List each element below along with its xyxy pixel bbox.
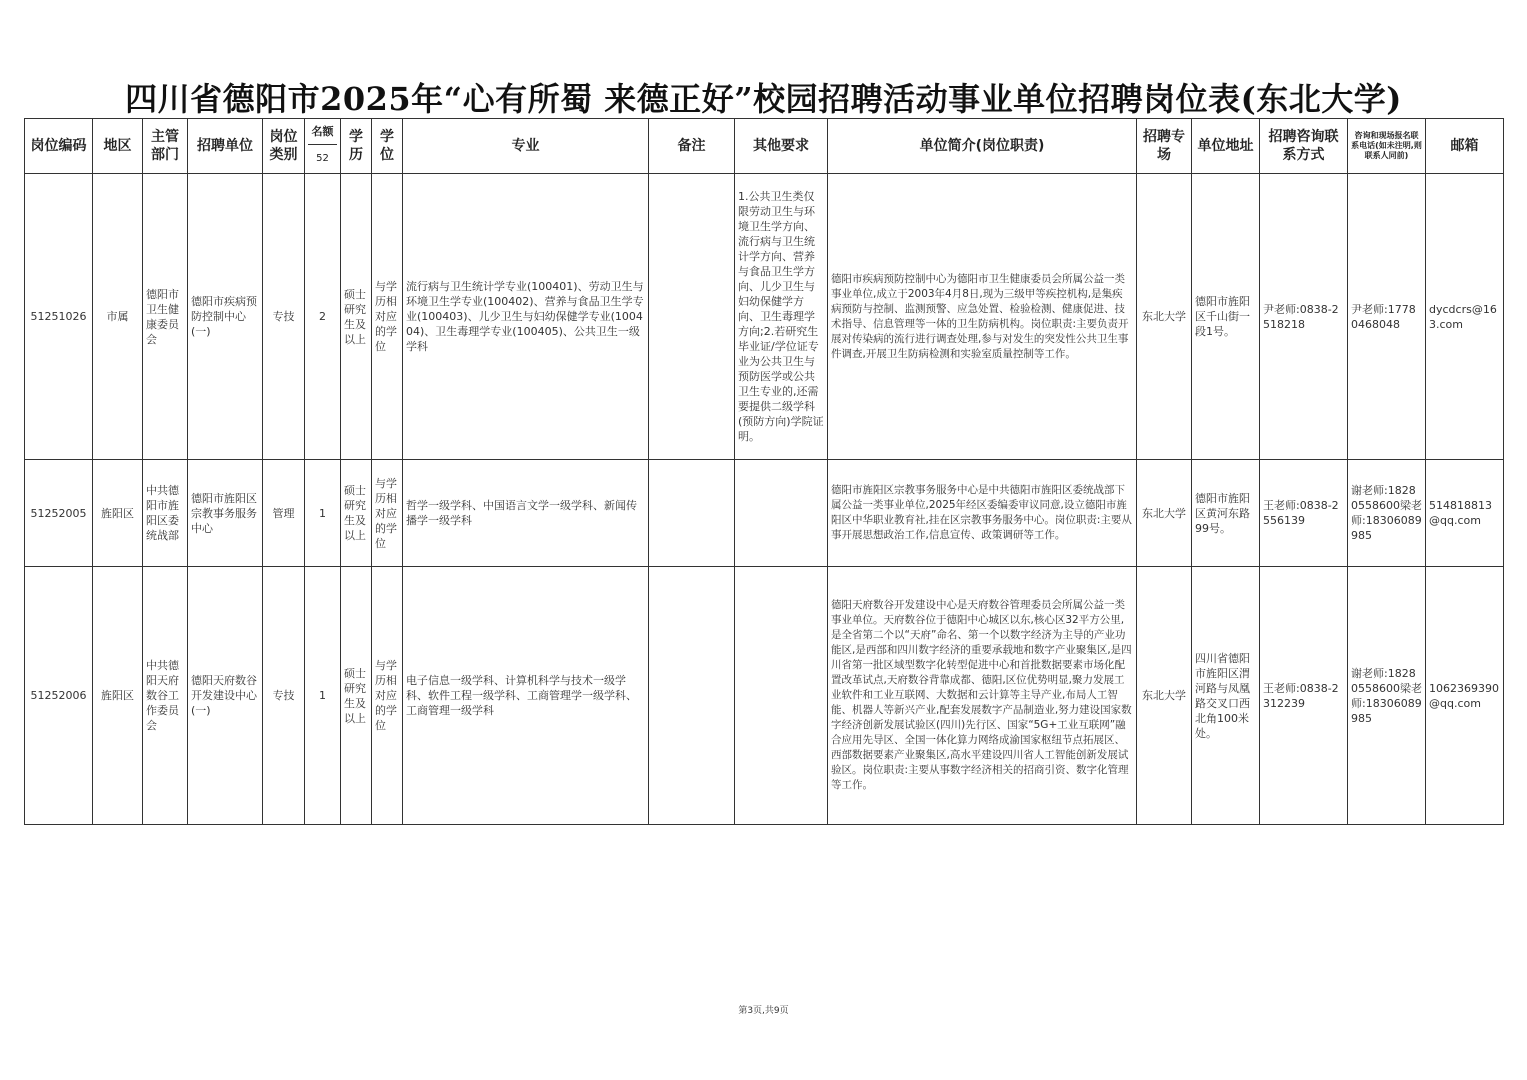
header-address: 单位地址	[1192, 119, 1260, 174]
header-quota-label: 名额	[308, 120, 337, 145]
cell-address: 四川省德阳市旌阳区渭河路与凤凰路交叉口西北角100米处。	[1192, 567, 1260, 825]
header-quota	[305, 119, 341, 174]
cell-education: 硕士研究生及以上	[341, 174, 372, 460]
cell-category: 专技	[263, 567, 305, 825]
cell-email: 514818813@qq.com	[1426, 460, 1504, 567]
cell-dept: 中共德阳天府数谷工作委员会	[143, 567, 188, 825]
cell-address: 德阳市旌阳区黄河东路99号。	[1192, 460, 1260, 567]
cell-major: 电子信息一级学科、计算机科学与技术一级学科、软件工程一级学科、工商管理学一级学科、工商管理一级学科	[403, 567, 649, 825]
cell-code: 51251026	[25, 174, 93, 460]
cell-other	[735, 567, 828, 825]
header-education: 学历	[341, 119, 372, 174]
cell-email: dycdcrs@163.com	[1426, 174, 1504, 460]
cell-region: 市属	[93, 174, 143, 460]
cell-dept: 德阳市卫生健康委员会	[143, 174, 188, 460]
cell-category: 专技	[263, 174, 305, 460]
header-region: 地区	[93, 119, 143, 174]
header-degree: 学位	[372, 119, 403, 174]
page-title: 四川省德阳市2025年“心有所蜀 来德正好”校园招聘活动事业单位招聘岗位表(东北大学)	[125, 80, 1402, 118]
header-category: 岗位类别	[263, 119, 305, 174]
cell-intro: 德阳市疾病预防控制中心为德阳市卫生健康委员会所属公益一类事业单位,成立于2003年4月8日,现为三级甲等疾控机构,是集疾病预防与控制、监测预警、应急处置、检验检测、健康促进、技术指导、信息管理等一体的卫生防病机构。岗位职责:主要负责开展对传染病的流行进行调查处理,参与对发生的突发性公共卫生事件调查,开展卫生防病检测和实验室质量控制等工作。	[828, 174, 1137, 460]
header-code: 岗位编码	[25, 119, 93, 174]
header-major: 专业	[403, 119, 649, 174]
cell-phone: 谢老师:18280558600梁老师:18306089985	[1348, 567, 1426, 825]
header-phone: 咨询和现场报名联系电话(如未注明,则联系人同前)	[1348, 119, 1426, 174]
header-other: 其他要求	[735, 119, 828, 174]
header-remark: 备注	[649, 119, 735, 174]
cell-education: 硕士研究生及以上	[341, 460, 372, 567]
cell-intro: 德阳市旌阳区宗教事务服务中心是中共德阳市旌阳区委统战部下属公益一类事业单位,2025年经区委编委审议同意,设立德阳市旌阳区中华职业教育社,挂在区宗教事务服务中心。岗位职责:主要从事开展思想政治工作,信息宣传、政策调研等工作。	[828, 460, 1137, 567]
cell-code: 51252006	[25, 567, 93, 825]
cell-fair: 东北大学	[1137, 174, 1192, 460]
header-fair: 招聘专场	[1137, 119, 1192, 174]
cell-region: 旌阳区	[93, 567, 143, 825]
cell-quota: 1	[305, 460, 341, 567]
cell-degree: 与学历相对应的学位	[372, 460, 403, 567]
cell-unit: 德阳市旌阳区宗教事务服务中心	[188, 460, 263, 567]
cell-other: 1.公共卫生类仅限劳动卫生与环境卫生学方向、流行病与卫生统计学方向、营养与食品卫生学方向、儿少卫生与妇幼保健学方向、卫生毒理学方向;2.若研究生毕业证/学位证专业为公共卫生与预防医学或公共卫生专业的,还需要提供二级学科(预防方向)学院证明。	[735, 174, 828, 460]
header-intro: 单位简介(岗位职责)	[828, 119, 1137, 174]
cell-contact: 尹老师:0838-2518218	[1260, 174, 1348, 460]
cell-remark	[649, 567, 735, 825]
cell-address: 德阳市旌阳区千山街一段1号。	[1192, 174, 1260, 460]
cell-quota: 1	[305, 567, 341, 825]
cell-contact: 王老师:0838-2312239	[1260, 567, 1348, 825]
header-dept: 主管部门	[143, 119, 188, 174]
table-row	[25, 567, 1504, 825]
table-row	[25, 174, 1504, 460]
recruitment-table	[24, 118, 1504, 825]
cell-major: 哲学一级学科、中国语言文学一级学科、新闻传播学一级学科	[403, 460, 649, 567]
cell-phone: 尹老师:17780468048	[1348, 174, 1426, 460]
cell-code: 51252005	[25, 460, 93, 567]
page-footer: 第3页,共9页	[738, 1006, 789, 1016]
header-contact: 招聘咨询联系方式	[1260, 119, 1348, 174]
table-row	[25, 460, 1504, 567]
cell-degree: 与学历相对应的学位	[372, 567, 403, 825]
cell-education: 硕士研究生及以上	[341, 567, 372, 825]
cell-unit: 德阳天府数谷开发建设中心(一)	[188, 567, 263, 825]
header-email: 邮箱	[1426, 119, 1504, 174]
cell-unit: 德阳市疾病预防控制中心(一)	[188, 174, 263, 460]
cell-phone: 谢老师:18280558600梁老师:18306089985	[1348, 460, 1426, 567]
cell-quota: 2	[305, 174, 341, 460]
cell-remark	[649, 174, 735, 460]
header-quota-total: 52	[316, 152, 329, 164]
cell-fair: 东北大学	[1137, 567, 1192, 825]
cell-other	[735, 460, 828, 567]
cell-major: 流行病与卫生统计学专业(100401)、劳动卫生与环境卫生学专业(100402)、营养与食品卫生学专业(100403)、儿少卫生与妇幼保健学专业(100404)、卫生毒理学专业(100405)、公共卫生一级学科	[403, 174, 649, 460]
cell-category: 管理	[263, 460, 305, 567]
header-unit: 招聘单位	[188, 119, 263, 174]
cell-intro: 德阳天府数谷开发建设中心是天府数谷管理委员会所属公益一类事业单位。天府数谷位于德阳中心城区以东,核心区32平方公里,是全省第二个以“天府”命名、第一个以数字经济为主导的产业功能区,是西部和四川数字经济的重要承载地和数字产业聚集区,是四川省第一批区域型数字化转型促进中心和首批数据要素市场化配置改革试点,天府数谷背靠成都、德阳,区位优势明显,聚力发展工业软件和工业互联网、大数据和云计算等主导产业,布局人工智能、机器人等新兴产业,配套发展数字产品制造业,努力建设国家数字经济创新发展试验区(四川)先行区、国家“5G+工业互联网”融合应用先导区、全国一体化算力网络成渝国家枢纽节点拓展区、西部数据要素产业聚集区,高水平建设四川省人工智能创新发展试验区。岗位职责:主要从事数字经济相关的招商引资、数字化管理等工作。	[828, 567, 1137, 825]
cell-degree: 与学历相对应的学位	[372, 174, 403, 460]
cell-remark	[649, 460, 735, 567]
cell-email: 1062369390@qq.com	[1426, 567, 1504, 825]
cell-region: 旌阳区	[93, 460, 143, 567]
cell-dept: 中共德阳市旌阳区委统战部	[143, 460, 188, 567]
cell-contact: 王老师:0838-2556139	[1260, 460, 1348, 567]
cell-fair: 东北大学	[1137, 460, 1192, 567]
table-header-row	[25, 119, 1504, 174]
